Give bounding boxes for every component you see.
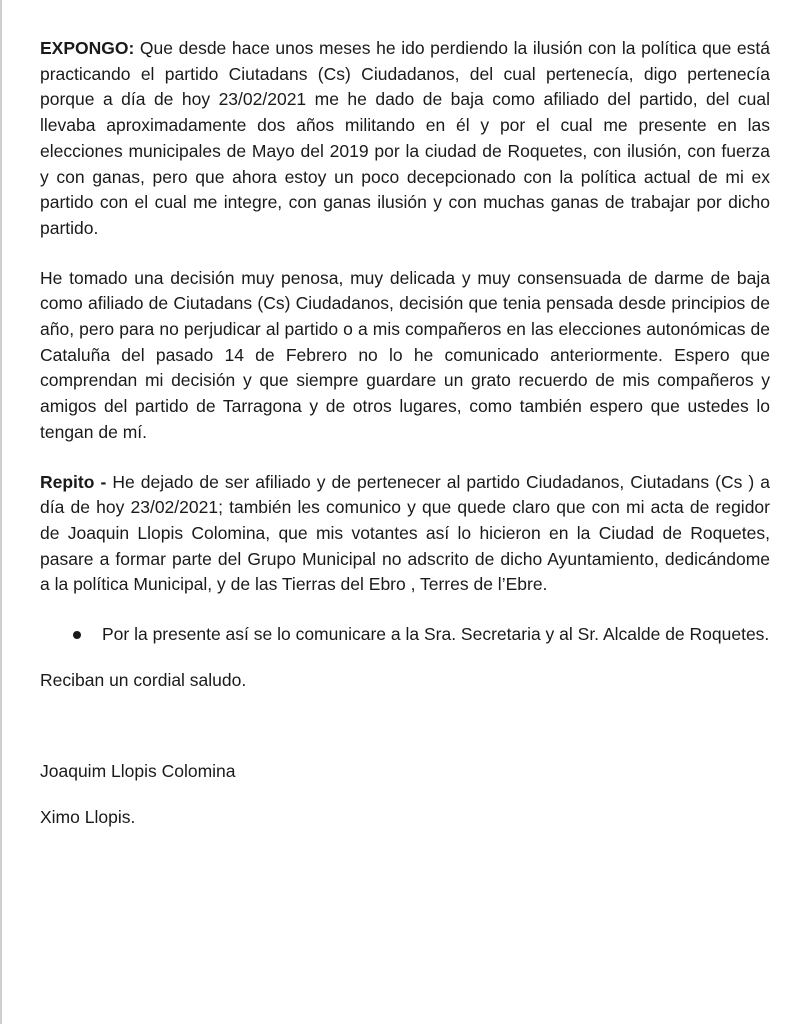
expongo-heading: EXPONGO: — [40, 38, 135, 58]
paragraph-expongo — [40, 36, 770, 242]
signature-full-name: Joaquim Llopis Colomina — [40, 761, 236, 782]
decision-text: He tomado una decisión muy penosa, muy delicada y muy consensuada de darme de baja como afiliado de Ciutadans (Cs) Ciudadanos, decisión que tenia pensada desde principios de año, pero para no perjudicar al partido o a mis compañeros en las elecciones autonómicas de Cataluña del pasado 14 de Febrero no lo he comunicado anteriormente. Espero que comprendan mi decisión y que siempre guardare un grato recuerdo de mis compañeros y amigos del partido de Tarragona y de otros lugares, como también espero que ustedes lo tengan de mí. — [40, 267, 770, 442]
bullet-list — [40, 622, 770, 648]
signature-short-name: Ximo Llopis. — [40, 807, 136, 828]
letter-body — [40, 36, 770, 831]
closing-salutation: Reciban un cordial saludo. — [40, 669, 247, 690]
bullet-icon — [73, 631, 81, 639]
list-item — [40, 622, 770, 648]
repito-text: He dejado de ser afiliado y de pertenecer al partido Ciudadanos, Ciutadans (Cs ) a día de hoy 23/02/2021; también les comunico y que quede claro que con mi acta de regidor de Joaquin Llopis Colomina, que mis votantes así lo hicieron en la Ciudad de Roquetes, pasare a formar parte del Grupo Municipal no adscrito de dicho Ayuntamiento, dedicándome a la política Municipal, y de las Tierras del Ebro , Terres de l’Ebre. — [40, 471, 770, 595]
expongo-text: Que desde hace unos meses he ido perdiendo la ilusión con la política que está practicando el partido Ciutadans (Cs) Ciudadanos, del cual pertenecía, digo pertenecía porque a día de hoy 23/02/2021 me he dado de baja como afiliado del partido, del cual llevaba aproximadamente dos años militando en él y por el cual me presente en las elecciones municipales de Mayo del 2019 por la ciudad de Roquetes, con ilusión, con fuerza y con ganas, pero que ahora estoy un poco decepcionado con la política actual de mi ex partido con el cual me integre, con ganas ilusión y con muchas ganas de trabajar por dicho partido. — [40, 38, 770, 238]
bullet-text: Por la presente así se lo comunicare a la Sra. Secretaria y al Sr. Alcalde de Roquetes. — [102, 624, 770, 645]
paragraph-decision — [40, 266, 770, 446]
paragraph-repito — [40, 470, 770, 599]
repito-heading: Repito - — [40, 471, 107, 492]
